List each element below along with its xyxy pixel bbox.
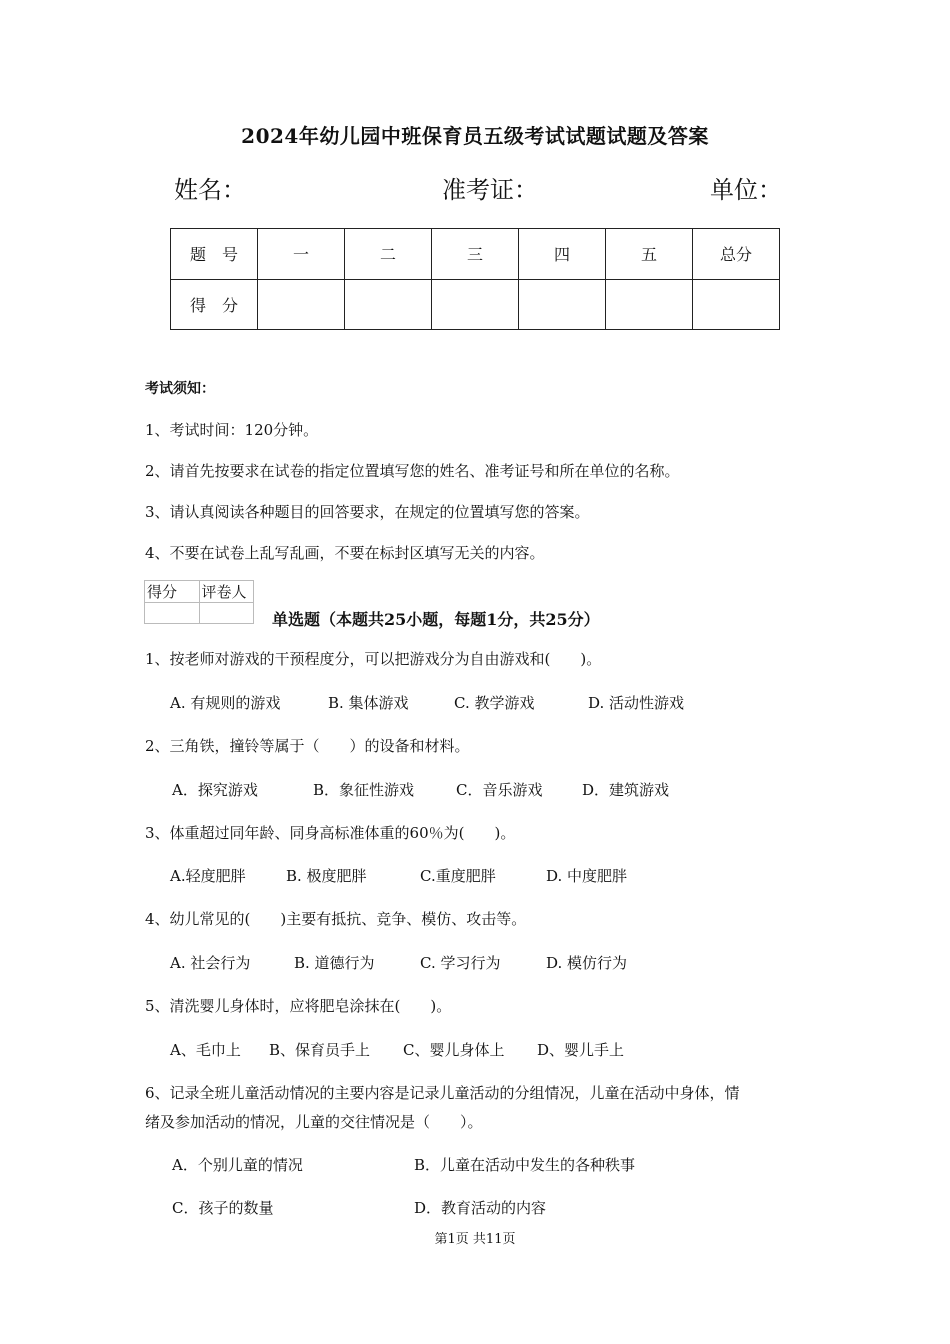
score-table-cell: 四 (519, 229, 606, 280)
score-table-header-row (171, 229, 780, 280)
grader-score-cell[interactable] (145, 603, 200, 624)
notice-item: 1、考试时间：120分钟。 (145, 421, 319, 439)
notice-item: 4、不要在试卷上乱写乱画，不要在标封区填写无关的内容。 (145, 544, 545, 562)
option-a[interactable]: A．探究游戏 (172, 781, 258, 799)
score-table-cell: 二 (345, 229, 432, 280)
score-input-cell[interactable] (519, 279, 606, 330)
option-d[interactable]: D．教育活动的内容 (414, 1199, 547, 1217)
option-c[interactable]: C、婴儿身体上 (403, 1041, 505, 1059)
question-text: 5、清洗婴儿身体时，应将肥皂涂抹在( )。 (145, 997, 452, 1015)
notice-item: 2、请首先按要求在试卷的指定位置填写您的姓名、准考证号和所在单位的名称。 (145, 462, 680, 480)
notice-item: 3、请认真阅读各种题目的回答要求，在规定的位置填写您的答案。 (145, 503, 590, 521)
question-text: 3、体重超过同年龄、同身高标准体重的60％为( )。 (145, 824, 516, 842)
page-title: 2024年幼儿园中班保育员五级考试试题试题及答案 (241, 124, 709, 148)
option-c[interactable]: C．孩子的数量 (172, 1199, 274, 1217)
option-a[interactable]: A．个别儿童的情况 (172, 1156, 303, 1174)
score-input-cell[interactable] (432, 279, 519, 330)
unit-field-label: 单位： (710, 176, 782, 204)
option-c[interactable]: C. 教学游戏 (454, 694, 535, 712)
score-table-cell: 题 号 (171, 229, 258, 280)
question-text: 6、记录全班儿童活动情况的主要内容是记录儿童活动的分组情况，儿童在活动中身体，情 (145, 1084, 740, 1102)
grader-reviewer-cell[interactable] (199, 603, 254, 624)
question-text-continued: 绪及参加活动的情况，儿童的交往情况是（ ）。 (145, 1113, 483, 1131)
option-b[interactable]: B．象征性游戏 (313, 781, 415, 799)
option-a[interactable]: A.轻度肥胖 (170, 867, 246, 885)
question-text: 1、按老师对游戏的干预程度分，可以把游戏分为自由游戏和( )。 (145, 650, 602, 668)
option-c[interactable]: C.重度肥胖 (420, 867, 496, 885)
option-d[interactable]: D．建筑游戏 (582, 781, 670, 799)
name-field-label: 姓名： (174, 176, 246, 204)
score-input-cell[interactable] (258, 279, 345, 330)
option-a[interactable]: A. 社会行为 (170, 954, 251, 972)
score-input-cell[interactable] (693, 279, 780, 330)
option-d[interactable]: D. 中度肥胖 (546, 867, 628, 885)
score-table-score-row (171, 279, 780, 330)
grader-score-label: 得分 (145, 581, 200, 603)
option-d[interactable]: D. 模仿行为 (546, 954, 628, 972)
exam-id-field-label: 准考证： (442, 176, 538, 204)
score-input-cell[interactable] (345, 279, 432, 330)
option-d[interactable]: D. 活动性游戏 (588, 694, 685, 712)
page-number: 第1页 共11页 (434, 1232, 516, 1247)
score-input-cell[interactable] (606, 279, 693, 330)
score-table-cell: 一 (258, 229, 345, 280)
option-c[interactable]: C．音乐游戏 (456, 781, 543, 799)
notice-heading: 考试须知： (145, 381, 215, 397)
option-c[interactable]: C. 学习行为 (420, 954, 501, 972)
option-a[interactable]: A、毛巾上 (170, 1041, 241, 1059)
option-b[interactable]: B. 道德行为 (294, 954, 375, 972)
question-text: 4、幼儿常见的( )主要有抵抗、竞争、模仿、攻击等。 (145, 910, 527, 928)
score-table-cell: 得 分 (171, 279, 258, 330)
score-table-cell: 三 (432, 229, 519, 280)
question-text: 2、三角铁，撞铃等属于（ ）的设备和材料。 (145, 737, 470, 755)
option-a[interactable]: A. 有规则的游戏 (170, 694, 281, 712)
option-b[interactable]: B. 极度肥胖 (286, 867, 367, 885)
grader-table (144, 580, 254, 624)
score-table-cell: 五 (606, 229, 693, 280)
option-b[interactable]: B. 集体游戏 (328, 694, 409, 712)
section-heading: 单选题（本题共25小题，每题1分，共25分） (272, 610, 600, 629)
score-table-cell: 总分 (693, 229, 780, 280)
score-table (170, 228, 780, 330)
grader-reviewer-label: 评卷人 (199, 581, 254, 603)
option-d[interactable]: D、婴儿手上 (537, 1041, 625, 1059)
option-b[interactable]: B．儿童在活动中发生的各种秩事 (414, 1156, 636, 1174)
option-b[interactable]: B、保育员手上 (269, 1041, 371, 1059)
